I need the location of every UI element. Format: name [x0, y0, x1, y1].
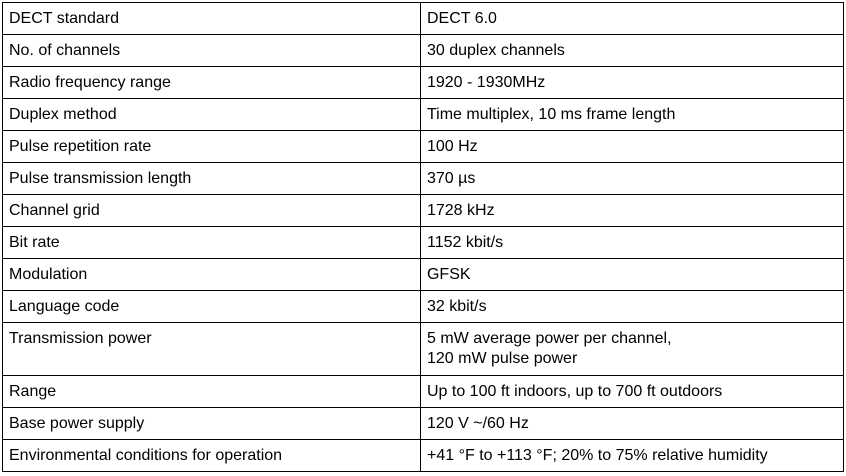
value-line: 32 kbit/s — [426, 298, 487, 315]
value-cell — [420, 376, 843, 408]
value-line: DECT 6.0 — [426, 10, 497, 27]
table-row — [3, 195, 844, 227]
parameter-cell: Environmental conditions for operation — [3, 440, 421, 472]
table-row — [3, 67, 844, 99]
value-cell — [420, 163, 843, 195]
parameter-cell: Modulation — [3, 259, 421, 291]
table-row — [3, 163, 844, 195]
parameter-cell: No. of channels — [3, 35, 421, 67]
table-row — [3, 291, 844, 323]
value-line: 1920 - 1930MHz — [426, 74, 546, 91]
specifications-table-body — [3, 3, 844, 472]
table-row — [3, 3, 844, 35]
table-row — [3, 227, 844, 259]
parameter-cell: Pulse repetition rate — [3, 131, 421, 163]
parameter-cell: Channel grid — [3, 195, 421, 227]
value-line: 100 Hz — [426, 138, 478, 155]
value-line: GFSK — [426, 266, 471, 283]
value-cell — [420, 227, 843, 259]
value-line: 1728 kHz — [426, 202, 495, 219]
parameter-cell: Language code — [3, 291, 421, 323]
value-line: 120 mW pulse power — [426, 350, 578, 367]
table-row — [3, 35, 844, 67]
value-cell — [420, 131, 843, 163]
value-cell — [420, 291, 843, 323]
value-cell — [420, 67, 843, 99]
value-cell — [420, 35, 843, 67]
value-line: Time multiplex, 10 ms frame length — [426, 106, 676, 123]
value-cell — [420, 440, 843, 472]
parameter-cell: Range — [3, 376, 421, 408]
value-cell — [420, 195, 843, 227]
value-line: 30 duplex channels — [426, 42, 565, 59]
parameter-cell: Duplex method — [3, 99, 421, 131]
table-row — [3, 131, 844, 163]
table-row — [3, 408, 844, 440]
value-line: 1152 kbit/s — [426, 234, 504, 251]
value-line: 120 V ~/60 Hz — [426, 415, 529, 432]
parameter-cell: Base power supply — [3, 408, 421, 440]
parameter-cell: Pulse transmission length — [3, 163, 421, 195]
value-cell — [420, 323, 843, 376]
value-line: Up to 100 ft indoors, up to 700 ft outdoors — [426, 383, 723, 400]
parameter-cell: Transmission power — [3, 323, 421, 376]
parameter-cell: Radio frequency range — [3, 67, 421, 99]
parameter-cell: Bit rate — [3, 227, 421, 259]
table-row — [3, 376, 844, 408]
value-line: 370 µs — [426, 170, 476, 187]
value-cell — [420, 3, 843, 35]
value-line: +41 °F to +113 °F; 20% to 75% relative humidity — [426, 447, 768, 464]
value-cell — [420, 259, 843, 291]
table-row — [3, 323, 844, 376]
value-cell — [420, 99, 843, 131]
parameter-cell: DECT standard — [3, 3, 421, 35]
value-line: 5 mW average power per channel, — [426, 330, 672, 347]
value-cell — [420, 408, 843, 440]
specifications-table — [2, 2, 844, 472]
table-row — [3, 440, 844, 472]
table-row — [3, 99, 844, 131]
table-row — [3, 259, 844, 291]
